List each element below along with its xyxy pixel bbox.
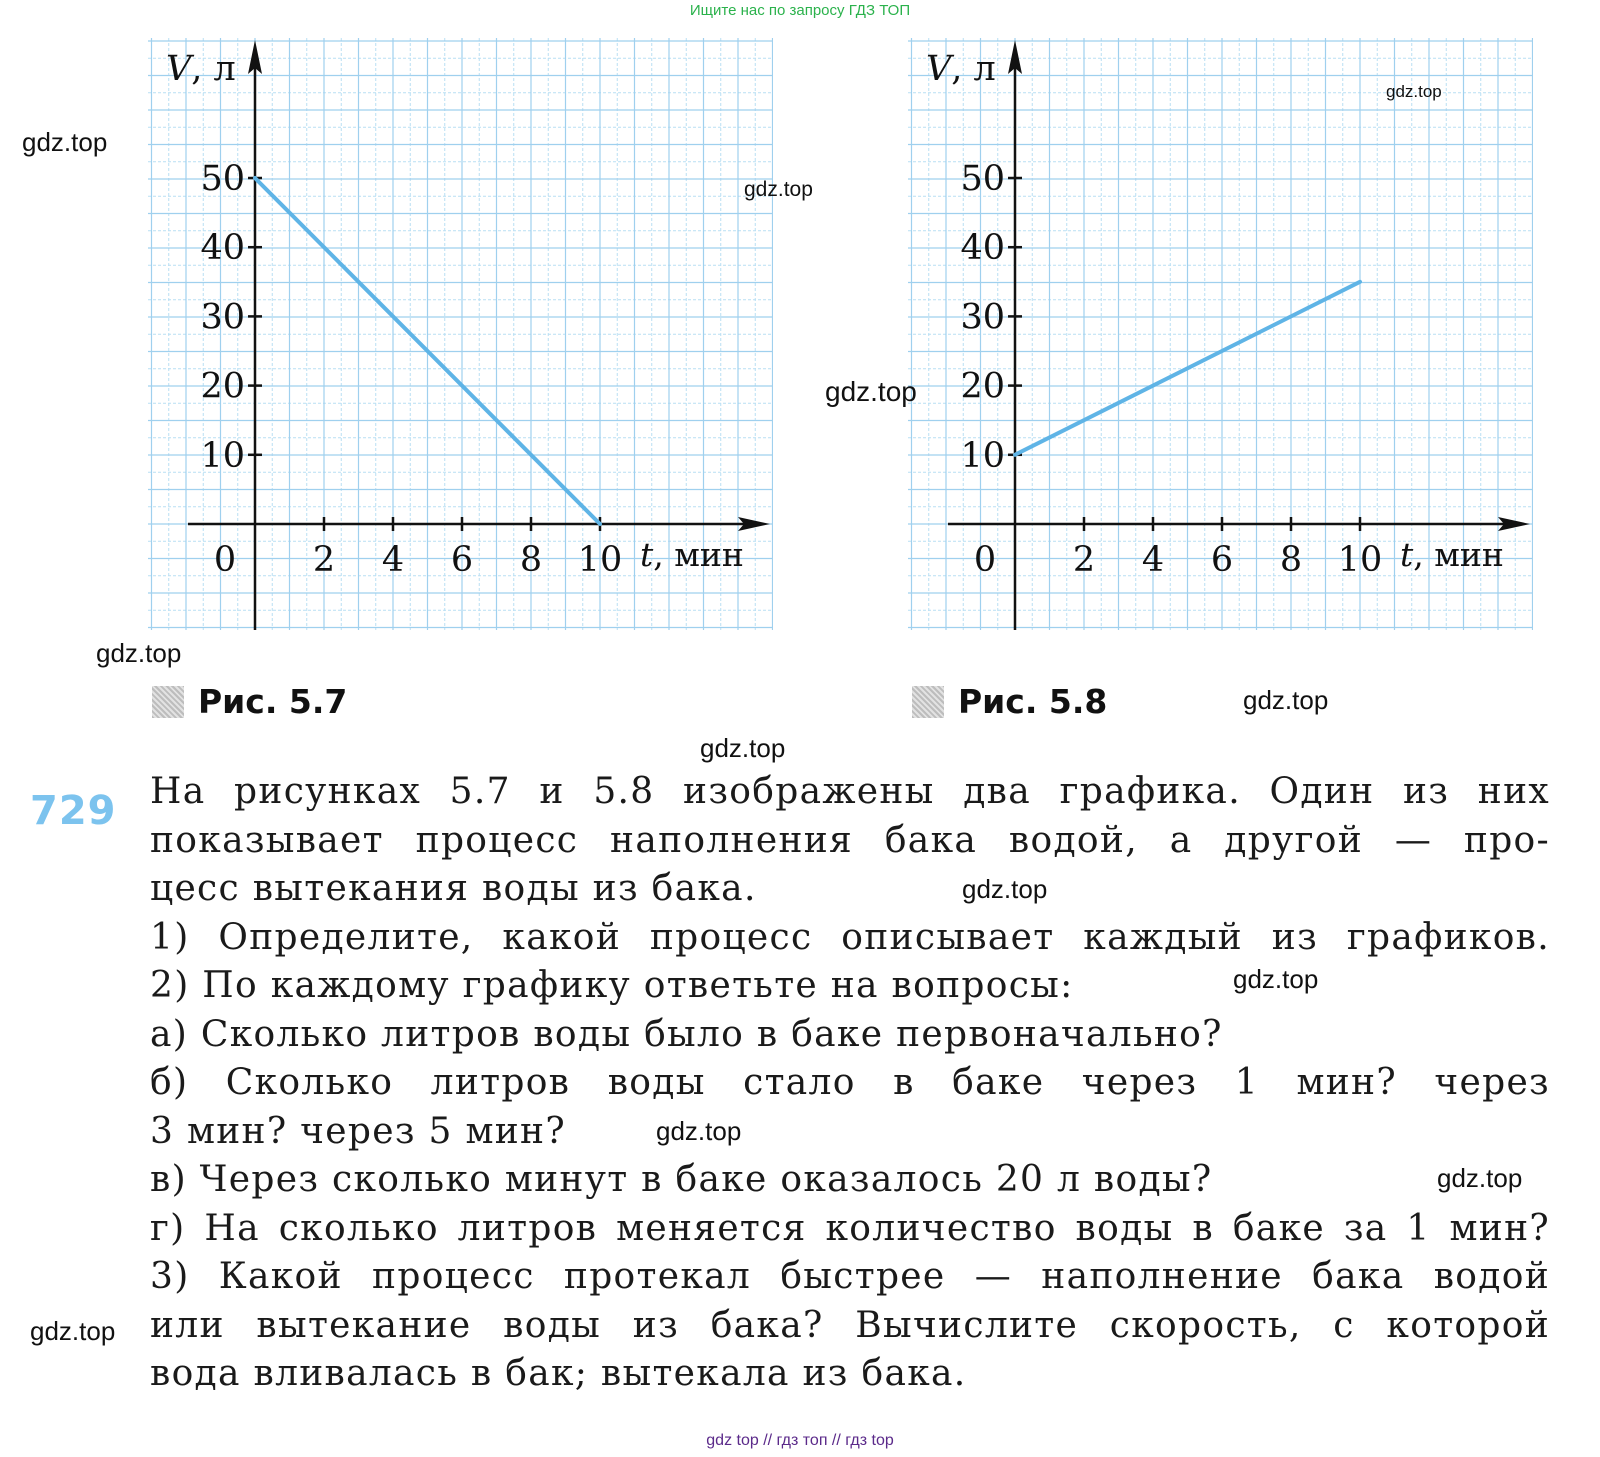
x-axis-variable: t: [1400, 535, 1414, 574]
x-tick-label: 8: [519, 540, 543, 580]
x-tick-label: 6: [450, 540, 474, 580]
y-tick-label: 50: [960, 159, 1005, 199]
problem-line: в) Через сколько минут в баке оказалось 20 л воды?: [150, 1159, 1213, 1200]
watermark[interactable]: gdz.top: [1437, 1163, 1523, 1193]
problem-line: г) На сколько литров меняется количество воды в баке за 1 мин?: [150, 1207, 1550, 1249]
x-tick-label: 4: [1141, 540, 1165, 580]
problem-line: 3) Какой процесс протекал быстрее — наполнение бака водой: [150, 1256, 1550, 1297]
caption-square-icon: [912, 686, 944, 718]
x-tick-label: 10: [1337, 540, 1383, 580]
caption-square-icon: [152, 686, 184, 718]
x-tick-label: 2: [1072, 540, 1096, 580]
figure-5-7-chart: [148, 38, 773, 630]
y-tick-label: 40: [200, 228, 245, 269]
problem-text: [150, 768, 1550, 1399]
figure-5-8-chart: [908, 38, 1533, 630]
problem-line: цесс вытекания воды из бака.: [150, 868, 757, 909]
y-axis-label: [166, 49, 236, 89]
y-tick-label: 10: [200, 435, 245, 476]
problem-line: а) Сколько литров воды было в баке первоначально?: [150, 1013, 1223, 1055]
x-axis-label: [1400, 535, 1504, 574]
y-tick-label: 30: [200, 297, 245, 338]
problem-line: б) Сколько литров воды стало в баке через 1 мин? через: [150, 1062, 1550, 1103]
problem-line: 2) По каждому графику ответьте на вопросы:: [150, 965, 1074, 1006]
watermark[interactable]: gdz.top: [96, 638, 182, 668]
y-axis-unit: , л: [191, 49, 236, 89]
y-tick-label: 50: [200, 159, 245, 199]
watermark[interactable]: gdz.top: [1386, 82, 1442, 101]
x-tick-label: 4: [381, 540, 405, 580]
watermark[interactable]: gdz.top: [1233, 964, 1319, 994]
figure-5-8-caption: [912, 682, 1107, 721]
origin-label: 0: [973, 540, 997, 580]
origin-label: 0: [213, 540, 237, 580]
watermark[interactable]: gdz.top: [744, 178, 813, 201]
problem-line: показывает процесс наполнения бака водой, а другой — про-: [150, 819, 1550, 861]
problem-number: 729: [30, 788, 117, 834]
x-tick-label: 8: [1279, 540, 1303, 580]
caption-text: Рис. 5.7: [198, 682, 348, 721]
problem-line: или вытекание воды из бака? Вычислите скорость, с которой: [150, 1304, 1550, 1346]
y-axis-variable: V: [926, 49, 952, 89]
problem-line: 1) Определите, какой процесс описывает каждый из графиков.: [150, 916, 1550, 958]
figure-5-7-caption: [152, 682, 347, 721]
watermark[interactable]: gdz.top: [962, 874, 1048, 904]
top-banner[interactable]: Ищите нас по запросу ГДЗ ТОП: [689, 2, 911, 19]
y-tick-label: 20: [960, 366, 1005, 407]
x-tick-label: 2: [312, 540, 336, 580]
y-tick-label: 10: [960, 435, 1005, 476]
caption-text: Рис. 5.8: [958, 682, 1108, 721]
watermark[interactable]: gdz.top: [825, 376, 917, 407]
x-tick-label: 6: [1210, 540, 1234, 580]
problem-line: На рисунках 5.7 и 5.8 изображены два графика. Один из них: [150, 771, 1550, 812]
footer-links[interactable]: gdz top // гдз топ // гдз top: [706, 1432, 894, 1449]
watermark[interactable]: gdz.top: [656, 1116, 742, 1146]
x-tick-label: 10: [577, 540, 623, 580]
watermark[interactable]: gdz.top: [22, 127, 108, 157]
problem-line: вода вливалась в бак; вытекала из бака.: [150, 1353, 967, 1394]
y-axis-unit: , л: [951, 49, 996, 89]
y-axis-variable: V: [166, 49, 192, 89]
y-tick-label: 30: [960, 297, 1005, 338]
watermark[interactable]: gdz.top: [700, 733, 786, 763]
x-axis-unit: , мин: [1413, 535, 1504, 574]
watermark[interactable]: gdz.top: [1243, 685, 1329, 715]
problem-line: 3 мин? через 5 мин?: [150, 1110, 566, 1152]
watermark[interactable]: gdz.top: [30, 1316, 116, 1346]
y-tick-label: 40: [960, 228, 1005, 269]
x-axis-label: [640, 535, 744, 574]
x-axis-variable: t: [640, 535, 654, 574]
x-axis-unit: , мин: [653, 535, 744, 574]
y-tick-label: 20: [200, 366, 245, 407]
y-axis-label: [926, 49, 996, 89]
